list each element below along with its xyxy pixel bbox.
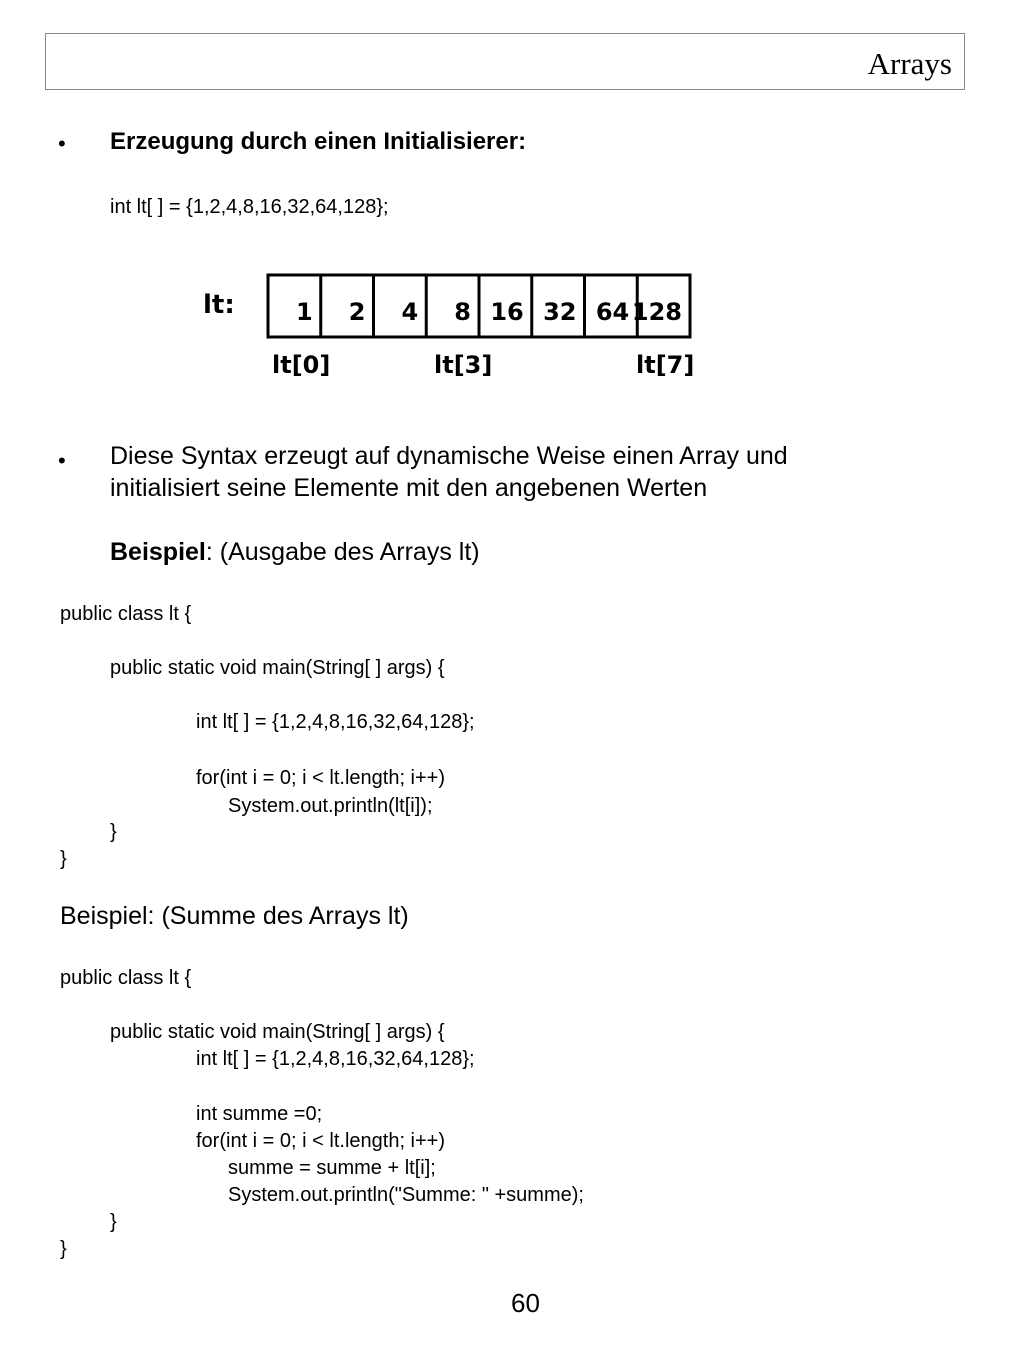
- example-heading-1: [110, 538, 480, 567]
- array-cell-value: 8: [454, 298, 471, 326]
- array-cell-value: 64: [595, 298, 630, 326]
- description-line-1: Diese Syntax erzeugt auf dynamische Weise einen Array und: [110, 442, 788, 470]
- section-heading: Erzeugung durch einen Initialisierer:: [110, 128, 527, 155]
- example-heading-2: Beispiel: (Summe des Arrays lt): [60, 902, 409, 930]
- code1-line: public static void main(String[ ] args) {: [110, 657, 445, 679]
- array-diagram: [195, 265, 705, 390]
- array-cell-value: 128: [631, 298, 682, 326]
- example-bold-label: Beispiel: [110, 538, 206, 566]
- bullet-2: •: [58, 448, 66, 473]
- array-cell-value: 16: [490, 298, 524, 326]
- code2-line: summe = summe + lt[i];: [228, 1157, 436, 1179]
- code2-line: public class lt {: [60, 967, 192, 989]
- index-label-3: lt[3]: [434, 351, 493, 379]
- code1-line: for(int i = 0; i < lt.length; i++): [196, 767, 446, 789]
- index-label-7: lt[7]: [636, 351, 695, 379]
- array-label: lt:: [203, 290, 235, 320]
- array-cell-value: 1: [296, 298, 313, 326]
- index-label-0: lt[0]: [272, 351, 331, 379]
- array-cell-value: 32: [543, 298, 577, 326]
- code1-line: }: [110, 821, 117, 843]
- code2-line: int lt[ ] = {1,2,4,8,16,32,64,128};: [196, 1048, 475, 1070]
- code2-line: public static void main(String[ ] args) {: [110, 1021, 445, 1043]
- code2-line: }: [110, 1211, 117, 1233]
- code2-line: System.out.println("Summe: " +summe);: [228, 1184, 584, 1206]
- code2-line: }: [60, 1238, 67, 1260]
- code1-line: public class lt {: [60, 603, 192, 625]
- code2-line: for(int i = 0; i < lt.length; i++): [196, 1130, 446, 1152]
- example-description: : (Ausgabe des Arrays lt): [205, 538, 480, 566]
- code2-line: int summe =0;: [196, 1103, 323, 1125]
- header-box: [45, 33, 965, 90]
- code1-line: System.out.println(lt[i]);: [228, 795, 433, 817]
- code1-line: int lt[ ] = {1,2,4,8,16,32,64,128};: [196, 711, 475, 733]
- array-cell-value: 4: [401, 298, 419, 326]
- bullet-1: •: [58, 131, 66, 156]
- array-cell-value: 2: [348, 298, 366, 326]
- code1-line: }: [60, 848, 67, 870]
- description-line-2: initialisiert seine Elemente mit den angebenen Werten: [110, 474, 708, 502]
- initializer-code-line: int lt[ ] = {1,2,4,8,16,32,64,128};: [110, 196, 389, 218]
- array-cells: [296, 275, 682, 337]
- page-number: 60: [511, 1288, 540, 1318]
- header-title: Arrays: [867, 46, 952, 81]
